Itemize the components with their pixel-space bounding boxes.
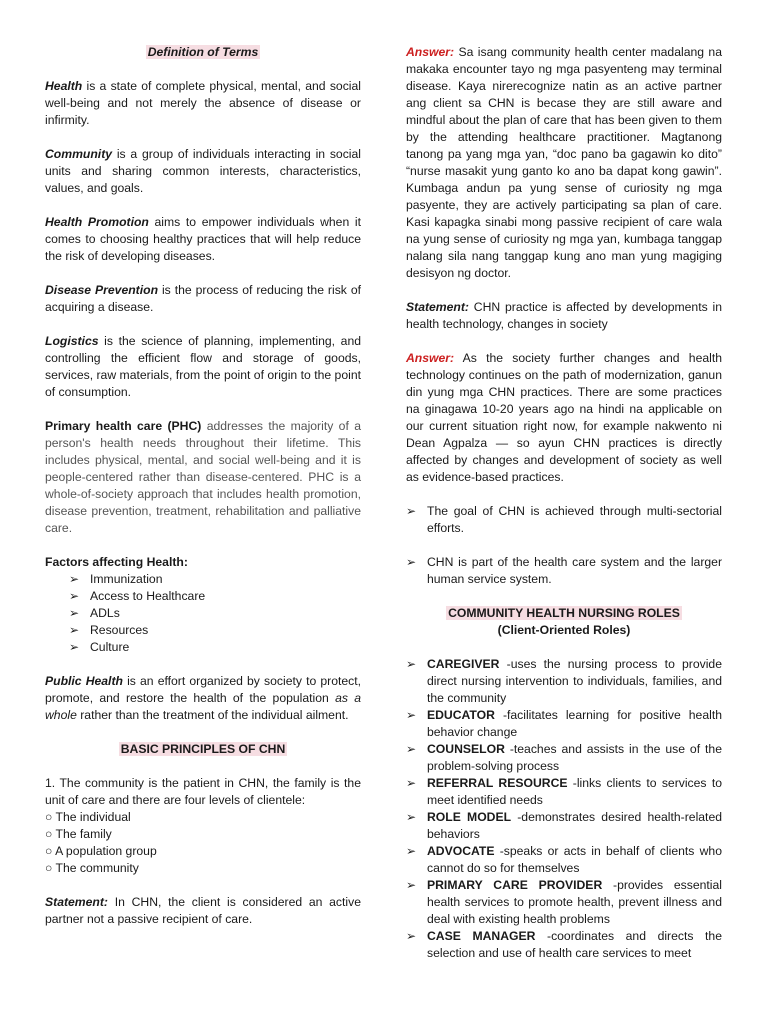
list-item: ➢ COUNSELOR -teaches and assists in the use of the problem-solving process [406, 742, 722, 773]
factors-list [45, 571, 361, 656]
right-column [406, 44, 722, 962]
list-item: ○ The individual [45, 810, 131, 824]
list-item: ➢ ADLs [69, 606, 120, 620]
answer-2: Answer: As the society further changes and health technology continues on the path of modernization, ganun din yung mga CHN practices. There are some practices na ginagawa 10-20 years ago na hindi na applicable on our current situation right now, for example nakwento ni Dean Agpalza — so ayun CHN practices is directly affected by changes and development of society as well as evidence-based practices. [406, 351, 722, 484]
chn-bullets [406, 503, 722, 588]
list-item: ➢ CHN is part of the health care system and the larger human service system. [406, 555, 722, 586]
def-health-promotion: Health Promotion aims to empower individuals when it comes to choosing healthy practices that will help reduce the risk of developing diseases. [45, 215, 361, 263]
arrow-bullet-icon: ➢ [69, 572, 80, 586]
list-item: ➢ EDUCATOR -facilitates learning for positive health behavior change [406, 708, 722, 739]
def-primary-health-care: Primary health care (PHC) addresses the majority of a person's health needs throughout their lifetime. This includes physical, mental, and social well-being and it is people-centered rather than disease-centered. PHC is a whole-of-society approach that includes health promotion, disease prevention, treatment, rehabilitation and palliative care. [45, 419, 361, 535]
list-item: ➢ PRIMARY CARE PROVIDER -provides essential health services to promote health, prevent illness and deal with existing health problems [406, 878, 722, 926]
list-item: ➢ Immunization [69, 572, 163, 586]
arrow-bullet-icon: ➢ [406, 657, 417, 671]
def-logistics: Logistics is the science of planning, implementing, and controlling the efficient flow and storage of goods, services, raw materials, from the point of origin to the point of consumption. [45, 334, 361, 399]
clientele-list [45, 809, 361, 877]
list-item: ➢ ROLE MODEL -demonstrates desired health-related behaviors [406, 810, 722, 841]
arrow-bullet-icon: ➢ [406, 929, 417, 943]
def-health: Health is a state of complete physical, mental, and social well-being and not merely the absence of disease or infirmity. [45, 79, 361, 127]
arrow-bullet-icon: ➢ [406, 708, 417, 722]
arrow-bullet-icon: ➢ [406, 742, 417, 756]
arrow-bullet-icon: ➢ [406, 844, 417, 858]
roles-list [406, 656, 722, 962]
arrow-bullet-icon: ➢ [406, 810, 417, 824]
roles-heading: COMMUNITY HEALTH NURSING ROLES [448, 606, 680, 620]
list-item: ➢ The goal of CHN is achieved through multi-sectorial efforts. [406, 504, 722, 535]
arrow-bullet-icon: ➢ [69, 606, 80, 620]
arrow-bullet-icon: ➢ [69, 623, 80, 637]
basic-principles-heading: BASIC PRINCIPLES OF CHN [120, 742, 286, 756]
left-column [45, 44, 361, 928]
list-item: ➢ CAREGIVER -uses the nursing process to provide direct nursing intervention to individuals, families, and the community [406, 657, 722, 705]
arrow-bullet-icon: ➢ [69, 640, 80, 654]
roles-subheading: (Client-Oriented Roles) [497, 623, 631, 637]
def-public-health: Public Health is an effort organized by society to protect, promote, and restore the health of the population as a whole rather than the treatment of the individual ailment. [45, 674, 362, 722]
factors-affecting-health [45, 554, 361, 656]
arrow-bullet-icon: ➢ [406, 504, 417, 518]
list-item: ➢ Access to Healthcare [69, 589, 206, 603]
list-item: ➢ Resources [69, 623, 149, 637]
arrow-bullet-icon: ➢ [69, 589, 80, 603]
answer-1: Answer: Sa isang community health center madalang na makaka encounter tayo ng mga pasyenteng may terminal disease. Kaya nirerecognize natin as an active partner ang client sa CHN is becase they are still aware and mindful about the plan of care that has been given to them by the attending healthcare practitioner. Magtanong tanong pa yang mga yan, “doc pano ba gagawin ko dito” “nurse masakit yung ganto ko ano ba dapat kong gawin”. Kumbaga andun pa yung sense of curiosity ng mga pasyente, they are actively participating sa plan of care. Kasi kapagka sinabi mong passive recipient of care wala na yung sense of curiosity ng mga yan, kumbaga tanggap nalang sila nang tanggap kung ano man yung magiging desisyon ng doctor. [406, 45, 722, 280]
arrow-bullet-icon: ➢ [406, 776, 417, 790]
statement-1: Statement: In CHN, the client is considered an active partner not a passive recipient of care. [45, 895, 361, 926]
factors-title: Factors affecting Health: [45, 555, 188, 569]
definition-of-terms-heading: Definition of Terms [147, 45, 259, 59]
list-item: ➢ Culture [69, 640, 130, 654]
principle-1: 1. The community is the patient in CHN, the family is the unit of care and there are four levels of clientele: ○ The individual ○ The family ○ A population group ○ The community [45, 776, 361, 875]
list-item: ➢ CASE MANAGER -coordinates and directs the selection and use of health care services to meet [406, 929, 722, 960]
list-item: ○ The family [45, 827, 112, 841]
list-item: ○ The community [45, 861, 139, 875]
def-disease-prevention: Disease Prevention is the process of reducing the risk of acquiring a disease. [45, 283, 361, 314]
list-item: ➢ ADVOCATE -speaks or acts in behalf of clients who cannot do so for themselves [406, 844, 722, 875]
arrow-bullet-icon: ➢ [406, 878, 417, 892]
list-item: ➢ REFERRAL RESOURCE -links clients to services to meet identified needs [406, 776, 722, 807]
arrow-bullet-icon: ➢ [406, 555, 417, 569]
statement-2: Statement: CHN practice is affected by developments in health technology, changes in society [406, 300, 722, 331]
list-item: ○ A population group [45, 844, 157, 858]
def-community: Community is a group of individuals interacting in social units and sharing common interests, characteristics, values, and goals. [45, 147, 361, 195]
